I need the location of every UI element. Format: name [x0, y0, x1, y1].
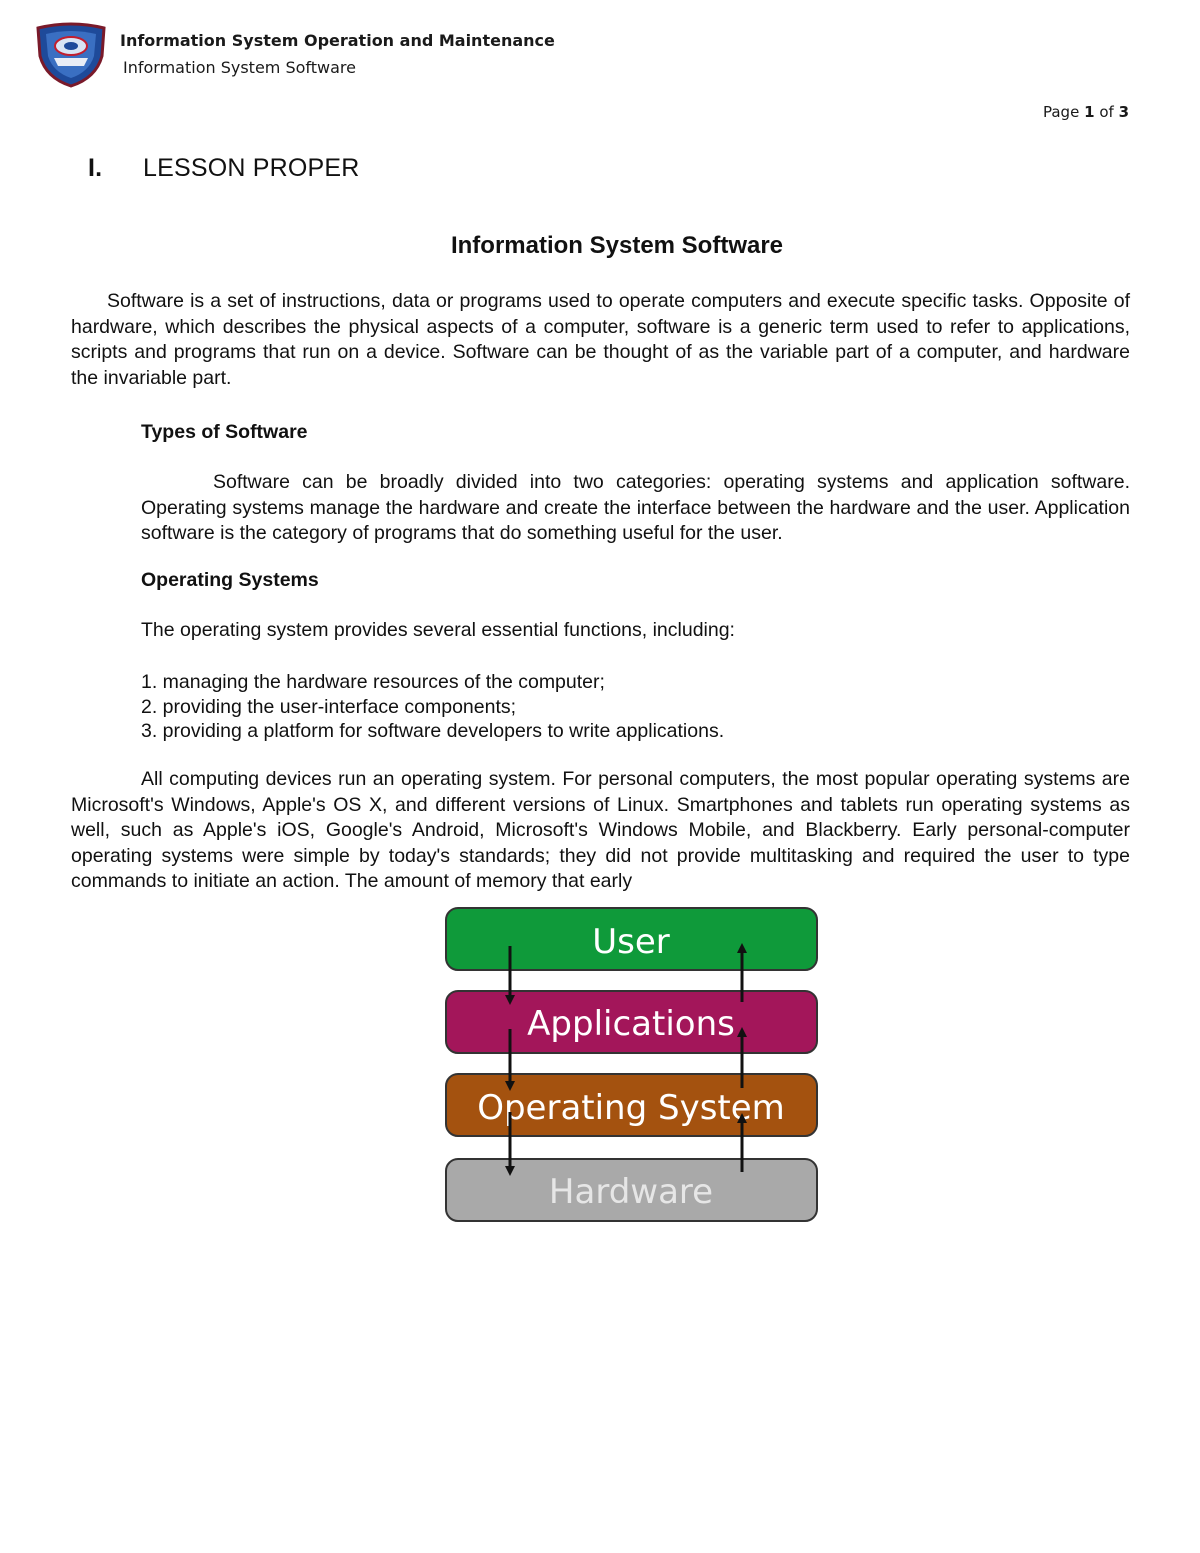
layer-label-user: User: [592, 922, 670, 962]
document-title: Information System Software: [450, 232, 784, 259]
operating-systems-heading: Operating Systems: [141, 569, 319, 591]
school-crest-logo: [34, 22, 108, 88]
header-course-title: Information System Operation and Maintenance: [120, 31, 555, 50]
os-functions-intro: The operating system provides several essential functions, including:: [141, 619, 735, 641]
list-item: 2. providing the user-interface components;: [141, 695, 517, 718]
page-prefix: Page: [1042, 103, 1080, 121]
types-of-software-heading: Types of Software: [141, 421, 308, 443]
page-number: [1043, 103, 1129, 121]
os-functions-list: [141, 670, 724, 744]
page-of: of: [1099, 103, 1114, 121]
list-item: 3. providing a platform for software developers to write applications.: [141, 720, 725, 742]
layer-label-operating-system: Operating System: [477, 1088, 785, 1128]
page-total: 3: [1118, 103, 1129, 121]
list-item: 1. managing the hardware resources of the computer;: [141, 671, 605, 693]
software-layers-diagram: [440, 902, 825, 1227]
types-paragraph: Software can be broadly divided into two categories: operating systems and application software. Operating systems manage the hardware and create the interface between the hardware and the user. Application software is the category of programs that do something useful for the user.: [141, 471, 1130, 545]
layer-user: [446, 908, 817, 970]
layer-hardware: [446, 1159, 817, 1221]
layer-applications: [446, 991, 817, 1053]
section-number: I.: [88, 154, 103, 182]
page-current: 1: [1084, 103, 1095, 121]
intro-paragraph: Software is a set of instructions, data or programs used to operate computers and execute specific tasks. Opposite of hardware, which describes the physical aspects of a computer, software is a generic term used to refer to applications, scripts and programs that run on a device. Software can be thought of as the variable part of a computer, and hardware the invariable part.: [71, 290, 1130, 389]
header-topic-subtitle: Information System Software: [123, 58, 356, 77]
layer-label-applications: Applications: [527, 1004, 735, 1044]
os-paragraph: All computing devices run an operating system. For personal computers, the most popular operating systems are Microsoft's Windows, Apple's OS X, and different versions of Linux. Smartphones and tablets run operating systems as well, such as Apple's iOS, Google's Android, Microsoft's Windows Mobile, and Blackberry. Early personal-computer operating systems were simple by today's standards; they did not provide multitasking and required the user to type commands to initiate an action. The amount of memory that early: [71, 768, 1130, 893]
section-heading: [88, 154, 360, 183]
layer-operating-system: [446, 1074, 817, 1136]
section-title: LESSON PROPER: [143, 154, 360, 182]
layer-label-hardware: Hardware: [548, 1172, 714, 1212]
